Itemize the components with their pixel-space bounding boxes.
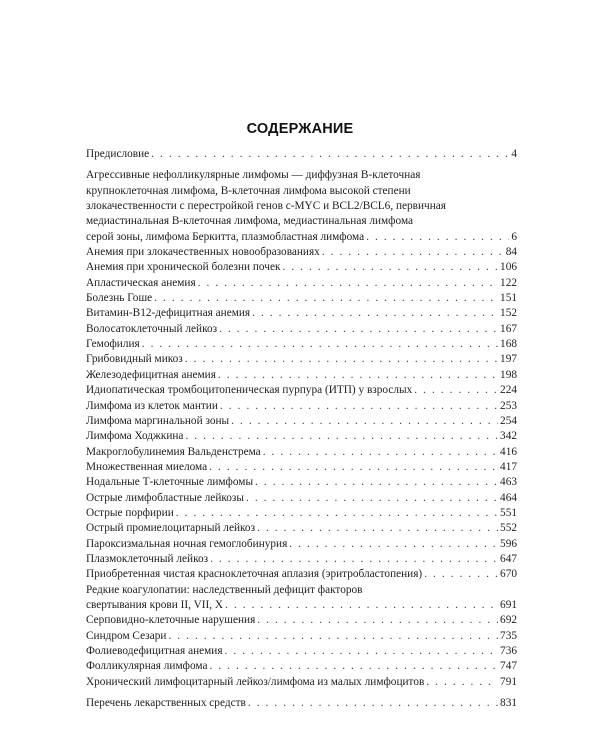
toc-entry xyxy=(86,552,517,567)
dot-leader xyxy=(246,491,498,506)
toc-entry xyxy=(86,659,517,674)
dot-leader xyxy=(219,322,498,337)
dot-leader xyxy=(248,696,498,711)
entry-title: Множественная миелома xyxy=(86,460,208,473)
entry-page: 253 xyxy=(500,399,517,412)
dot-leader xyxy=(185,352,498,367)
toc-entry xyxy=(86,291,517,306)
toc-entry xyxy=(86,613,517,628)
toc-entry xyxy=(86,306,517,321)
entry-page: 747 xyxy=(500,660,517,673)
dot-leader xyxy=(151,147,509,162)
dot-leader xyxy=(366,230,509,245)
entry-page: 736 xyxy=(500,645,517,657)
entry-page: 197 xyxy=(500,353,517,366)
toc-entry-preface xyxy=(86,147,517,162)
toc-entry xyxy=(86,383,517,398)
entry-title: Апластическая анемия xyxy=(86,276,196,289)
dot-leader xyxy=(209,460,498,475)
entry-title: Витамин-В12-дефицитная анемия xyxy=(86,307,251,320)
entry-title: Лимфома из клеток мантии xyxy=(86,399,218,412)
toc-entry xyxy=(86,537,517,552)
entry-title: Острый промиелоцитарный лейкоз xyxy=(86,522,256,535)
dot-leader xyxy=(263,445,498,460)
table-of-contents xyxy=(86,147,517,711)
dot-leader xyxy=(210,552,498,567)
entry-title: Лимфома маргинальной зоны xyxy=(86,414,230,427)
entry-title: Острые порфирии xyxy=(86,506,174,519)
dot-leader xyxy=(225,644,499,659)
entry-line: Редкие коагулопатии: наследственный дефицит факторов xyxy=(86,583,363,596)
toc-entry xyxy=(86,445,517,460)
toc-entry-rare-coagulopathies xyxy=(86,583,517,614)
toc-entry xyxy=(86,414,517,429)
entry-title: Анемия при хронической болезни почек xyxy=(86,261,281,274)
toc-entry xyxy=(86,276,517,291)
entry-page: 551 xyxy=(500,506,517,519)
entry-title: Гемофилия xyxy=(86,338,140,351)
toc-entry xyxy=(86,475,517,490)
toc-entry xyxy=(86,675,517,690)
toc-entry xyxy=(86,352,517,367)
entry-page: 831 xyxy=(500,697,517,710)
entry-title: Железодефицитная анемия xyxy=(86,368,216,381)
entry-page: 463 xyxy=(500,476,517,489)
dot-leader xyxy=(168,629,498,644)
entry-page: 464 xyxy=(500,491,517,504)
toc-entry-aggressive-lymphomas xyxy=(86,168,517,245)
entry-page: 84 xyxy=(505,246,517,259)
dot-leader xyxy=(220,399,498,414)
dot-leader xyxy=(255,475,498,490)
entry-title: Хронический лимфоцитарный лейкоз/лимфома из малых лимфоцитов xyxy=(86,675,425,688)
toc-entry xyxy=(86,322,517,337)
entry-line: крупноклеточная лимфома, В-клеточная лимфома высокой степени xyxy=(86,184,411,197)
dot-leader xyxy=(176,506,498,521)
entry-page: 691 xyxy=(500,598,517,611)
entry-title: Лимфома Ходжкина xyxy=(86,430,184,443)
entry-page: 167 xyxy=(500,322,517,335)
entry-title: Фолиеводефицитная анемия xyxy=(86,645,223,657)
entry-page: 735 xyxy=(500,629,517,642)
entry-title: Грибовидный микоз xyxy=(86,353,183,366)
dot-leader xyxy=(322,245,504,260)
dot-leader xyxy=(185,429,498,444)
dot-leader xyxy=(225,598,498,613)
entry-page: 342 xyxy=(500,430,517,443)
entry-page: 254 xyxy=(500,414,517,427)
toc-entry xyxy=(86,521,517,536)
entry-title: Волосатоклеточный лейкоз xyxy=(86,322,218,335)
dot-leader xyxy=(209,659,498,674)
dot-leader xyxy=(414,383,498,398)
toc-entry xyxy=(86,368,517,383)
entry-page: 791 xyxy=(500,675,517,688)
entry-line: Агрессивные нефолликулярные лимфомы — диффузная В-клеточная xyxy=(86,169,421,182)
entry-title: Перечень лекарственных средств xyxy=(86,697,246,710)
entry-title: Пароксизмальная ночная гемоглобинурия xyxy=(86,537,288,550)
dot-leader xyxy=(257,613,498,628)
entry-page: 224 xyxy=(500,384,517,397)
toc-entry xyxy=(86,337,517,352)
entry-page: 198 xyxy=(500,368,517,381)
toc-entry-drug-list xyxy=(86,696,517,711)
dot-leader xyxy=(282,260,498,275)
toc-title: СОДЕРЖАНИЕ xyxy=(246,121,354,137)
dot-leader xyxy=(231,414,498,429)
entry-title: Плазмоклеточный лейкоз xyxy=(86,552,209,565)
dot-leader xyxy=(289,537,498,552)
entry-page: 6 xyxy=(511,230,517,243)
toc-entry xyxy=(86,260,517,275)
entry-page: 4 xyxy=(511,148,517,160)
dot-leader xyxy=(424,567,498,582)
entry-title: Синдром Сезари xyxy=(86,629,167,642)
entry-title: Острые лимфобластные лейкозы xyxy=(86,491,244,504)
toc-entry xyxy=(86,644,517,659)
entry-page: 596 xyxy=(500,537,517,550)
entry-page: 122 xyxy=(500,276,517,289)
dot-leader xyxy=(154,291,498,306)
entry-title: Фолликулярная лимфома xyxy=(86,660,208,673)
entry-page: 670 xyxy=(500,568,517,581)
entry-title: Серповидно-клеточные нарушения xyxy=(86,614,256,627)
dot-leader xyxy=(218,368,498,383)
entry-title: Идиопатическая тромбоцитопеническая пурпура (ИТП) у взрослых xyxy=(86,384,413,397)
entry-title: Приобретенная чистая красноклеточная аплазия (эритробластопения) xyxy=(86,568,423,581)
entry-page: 151 xyxy=(500,292,517,305)
toc-entry xyxy=(86,491,517,506)
entry-page: 152 xyxy=(500,307,517,320)
entry-page: 416 xyxy=(500,445,517,458)
toc-entry xyxy=(86,429,517,444)
entry-page: 552 xyxy=(500,522,517,535)
toc-entry xyxy=(86,506,517,521)
entry-title: Макроглобулинемия Вальденстрема xyxy=(86,445,261,458)
entry-title: Нодальные Т-клеточные лимфомы xyxy=(86,476,254,489)
entry-line: злокачественности с перестройкой генов c-MYC и BCL2/BCL6, первичная xyxy=(86,200,446,213)
dot-leader xyxy=(142,337,498,352)
dot-leader xyxy=(198,276,498,291)
entry-page: 417 xyxy=(500,460,517,473)
entry-page: 168 xyxy=(500,338,517,351)
entry-title: Предисловие xyxy=(86,148,150,160)
entry-page: 692 xyxy=(500,614,517,627)
toc-entry xyxy=(86,629,517,644)
entry-title: Болезнь Гоше xyxy=(86,292,153,305)
toc-entry xyxy=(86,567,517,582)
entry-title: Анемия при злокачественных новообразованиях xyxy=(86,246,320,259)
entry-title: серой зоны, лимфома Беркитта, плазмобластная лимфома xyxy=(86,230,365,243)
dot-leader xyxy=(257,521,498,536)
dot-leader xyxy=(426,675,498,690)
entry-page: 106 xyxy=(500,261,517,274)
entry-page: 647 xyxy=(500,552,517,565)
toc-entry xyxy=(86,460,517,475)
toc-entry xyxy=(86,399,517,414)
entry-title: свертывания крови II, VII, X xyxy=(86,598,224,611)
dot-leader xyxy=(252,306,498,321)
toc-entry xyxy=(86,245,517,260)
entry-line: медиастинальная В-клеточная лимфома, медиастинальная лимфома xyxy=(86,215,414,228)
